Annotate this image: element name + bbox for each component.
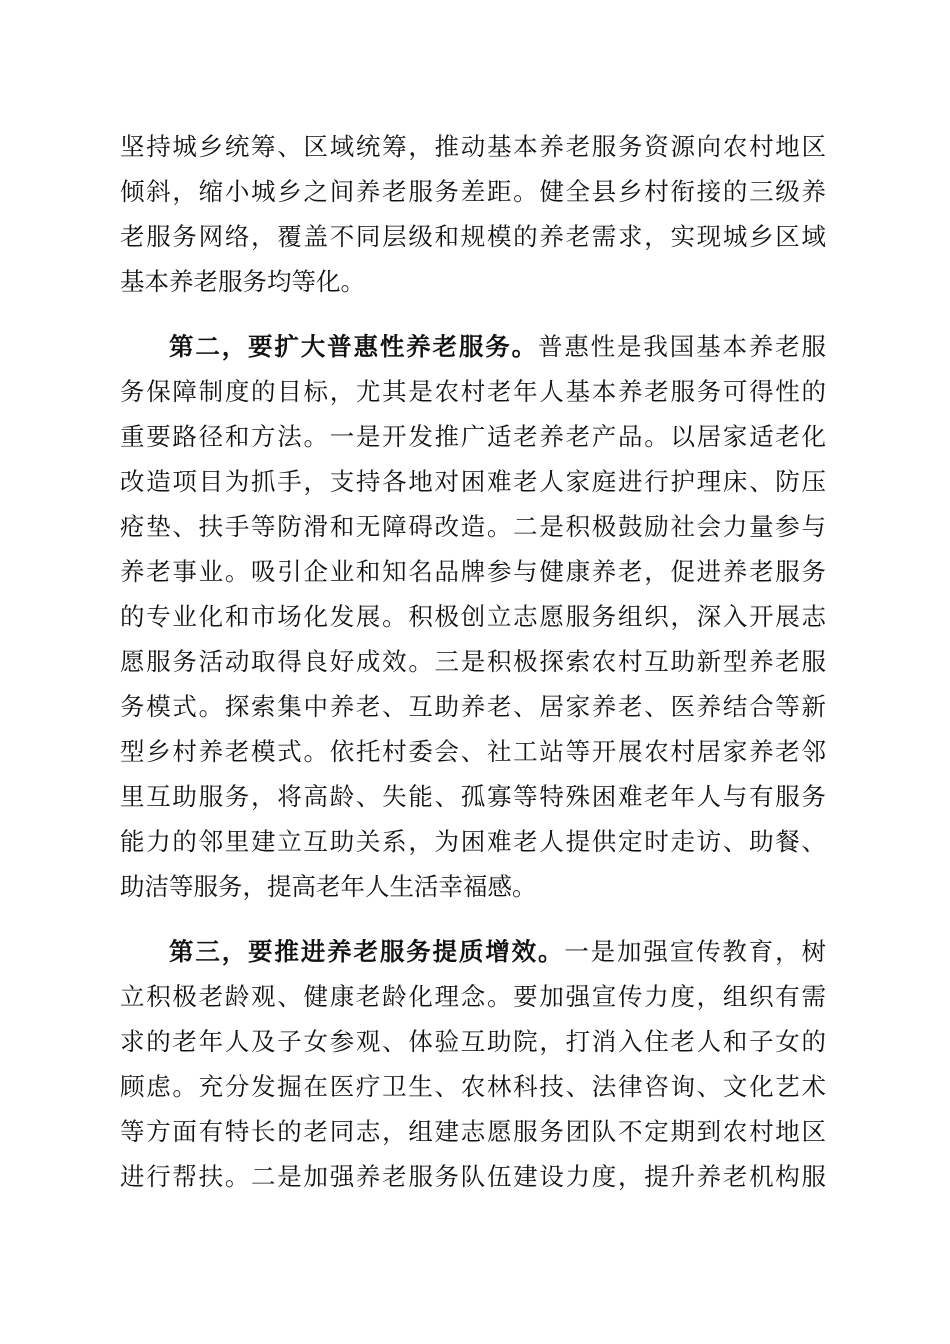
text-line: 基本养老服务均等化。 bbox=[120, 267, 365, 296]
text-line: 里互助服务，将高龄、失能、孤寡等特殊困难老年人与有服务 bbox=[120, 782, 826, 811]
text-line: 的专业化和市场化发展。积极创立志愿服务组织，深入开展志 bbox=[120, 602, 826, 631]
text-line: 等方面有特长的老同志，组建志愿服务团队不定期到农村地区 bbox=[120, 1117, 826, 1146]
text-line: 能力的邻里建立互助关系，为困难老人提供定时走访、助餐、 bbox=[120, 827, 826, 856]
text-line: 型乡村养老模式。依托村委会、社工站等开展农村居家养老邻 bbox=[120, 737, 826, 766]
text-line: 坚持城乡统筹、区域统筹，推动基本养老服务资源向农村地区 bbox=[120, 132, 826, 161]
text-line: 助洁等服务，提高老年人生活幸福感。 bbox=[120, 872, 537, 901]
text-line: 愿服务活动取得良好成效。三是积极探索农村互助新型养老服 bbox=[120, 647, 826, 676]
paragraph-text: 普惠性是我国基本养老服 bbox=[537, 332, 827, 361]
text-line: 疮垫、扶手等防滑和无障碍改造。二是积极鼓励社会力量参与 bbox=[120, 512, 826, 541]
text-line: 求的老年人及子女参观、体验互助院，打消入住老人和子女的 bbox=[120, 1027, 826, 1056]
paragraph-heading: 第二，要扩大普惠性养老服务。 bbox=[169, 332, 538, 361]
text-line: 立积极老龄观、健康老龄化理念。要加强宣传力度，组织有需 bbox=[120, 982, 826, 1011]
text-line: 进行帮扶。二是加强养老服务队伍建设力度，提升养老机构服 bbox=[120, 1162, 826, 1191]
text-line: 改造项目为抓手，支持各地对困难老人家庭进行护理床、防压 bbox=[120, 467, 826, 496]
paragraph-first-line bbox=[169, 327, 826, 367]
text-line: 养老事业。吸引企业和知名品牌参与健康养老，促进养老服务 bbox=[120, 557, 826, 586]
text-line: 倾斜，缩小城乡之间养老服务差距。健全县乡村衔接的三级养 bbox=[120, 177, 826, 206]
paragraph-heading: 第三，要推进养老服务提质增效。 bbox=[169, 937, 565, 966]
paragraph-first-line bbox=[169, 932, 826, 972]
paragraph-text: 一是加强宣传教育，树 bbox=[564, 937, 826, 966]
text-line: 务模式。探索集中养老、互助养老、居家养老、医养结合等新 bbox=[120, 692, 826, 721]
text-line: 重要路径和方法。一是开发推广适老养老产品。以居家适老化 bbox=[120, 422, 826, 451]
text-line: 顾虑。充分发掘在医疗卫生、农林科技、法律咨询、文化艺术 bbox=[120, 1072, 826, 1101]
text-line: 老服务网络，覆盖不同层级和规模的养老需求，实现城乡区域 bbox=[120, 222, 826, 251]
text-line: 务保障制度的目标，尤其是农村老年人基本养老服务可得性的 bbox=[120, 377, 826, 406]
